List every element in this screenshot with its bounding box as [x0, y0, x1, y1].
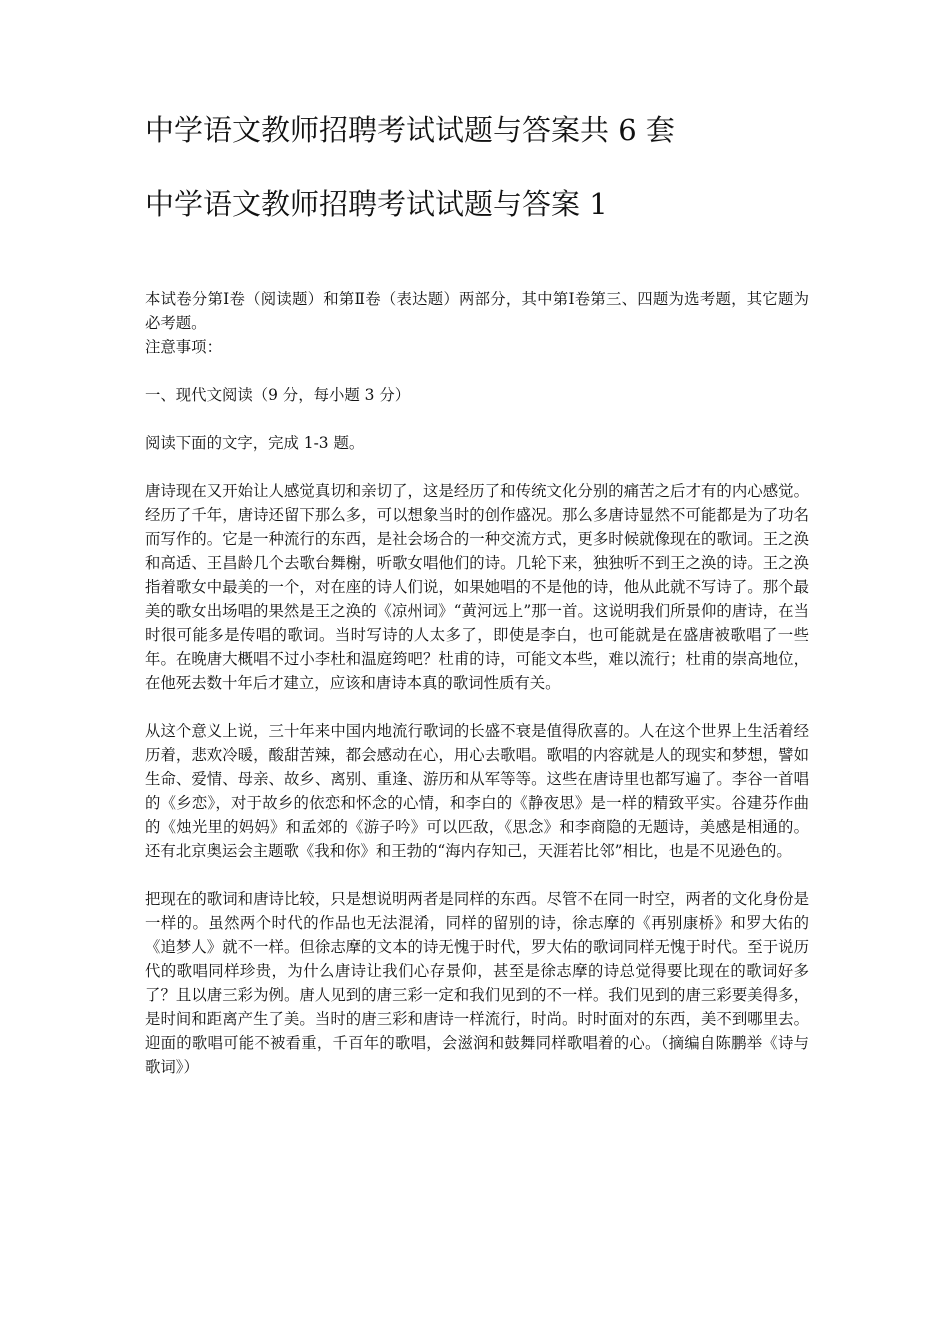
passage-paragraph-3: 把现在的歌词和唐诗比较，只是想说明两者是同样的东西。尽管不在同一时空，两者的文化身份是一样的。虽然两个时代的作品也无法混淆，同样的留别的诗，徐志摩的《再别康桥》和罗大佑的《追梦人》就不一样。但徐志摩的文本的诗无愧于时代，罗大佑的歌词同样无愧于时代。至于说历代的歌唱同样珍贵，为什么唐诗让我们心存景仰，甚至是徐志摩的诗总觉得要比现在的歌词好多了？且以唐三彩为例。唐人见到的唐三彩一定和我们见到的不一样。我们见到的唐三彩要美得多，是时间和距离产生了美。当时的唐三彩和唐诗一样流行，时尚。时时面对的东西，美不到哪里去。迎面的歌唱可能不被看重，千百年的歌唱，会滋润和鼓舞同样歌唱着的心。（摘编自陈鹏举《诗与歌词》） — [145, 890, 809, 1076]
document-subtitle: 中学语文教师招聘考试试题与答案 1 — [145, 187, 608, 221]
intro-paragraph: 本试卷分第Ⅰ卷（阅读题）和第Ⅱ卷（表达题）两部分，其中第Ⅰ卷第三、四题为选考题，其它题为必考题。 — [145, 290, 809, 332]
section-heading: 一、现代文阅读（9 分，每小题 3 分） — [145, 386, 411, 404]
passage-paragraph-1: 唐诗现在又开始让人感觉真切和亲切了，这是经历了和传统文化分别的痛苦之后才有的内心感觉。经历了千年，唐诗还留下那么多，可以想象当时的创作盛况。那么多唐诗显然不可能都是为了功名而写作的。它是一种流行的东西，是社会场合的一种交流方式，更多时候就像现在的歌词。王之涣和高适、王昌龄几个去歌台舞榭，听歌女唱他们的诗。几轮下来，独独听不到王之涣的诗。王之涣指着歌女中最美的一个，对在座的诗人们说，如果她唱的不是他的诗，他从此就不写诗了。那个最美的歌女出场唱的果然是王之涣的《凉州词》“黄河远上”那一首。这说明我们所景仰的唐诗，在当时很可能多是传唱的歌词。当时写诗的人太多了，即使是李白，也可能就是在盛唐被歌唱了一些年。在晚唐大概唱不过小李杜和温庭筠吧？杜甫的诗，可能文本些，难以流行；杜甫的崇高地位，在他死去数十年后才建立，应该和唐诗本真的歌词性质有关。 — [145, 482, 809, 692]
passage-paragraph-2: 从这个意义上说，三十年来中国内地流行歌词的长盛不衰是值得欣喜的。人在这个世界上生活着经历着，悲欢冷暖，酸甜苦辣，都会感动在心，用心去歌唱。歌唱的内容就是人的现实和梦想，譬如生命、爱情、母亲、故乡、离别、重逢、游历和从军等等。这些在唐诗里也都写遍了。李谷一首唱的《乡恋》，对于故乡的依恋和怀念的心情，和李白的《静夜思》是一样的精致平实。谷建芬作曲的《烛光里的妈妈》和孟郊的《游子吟》可以匹敌，《思念》和李商隐的无题诗，美感是相通的。还有北京奥运会主题歌《我和你》和王勃的“海内存知己，天涯若比邻”相比，也是不见逊色的。 — [145, 722, 809, 860]
notice-heading: 注意事项： — [145, 338, 222, 356]
instruction-line: 阅读下面的文字，完成 1-3 题。 — [145, 434, 365, 452]
document-title: 中学语文教师招聘考试试题与答案共 6 套 — [145, 113, 675, 147]
document-body — [145, 287, 809, 1079]
